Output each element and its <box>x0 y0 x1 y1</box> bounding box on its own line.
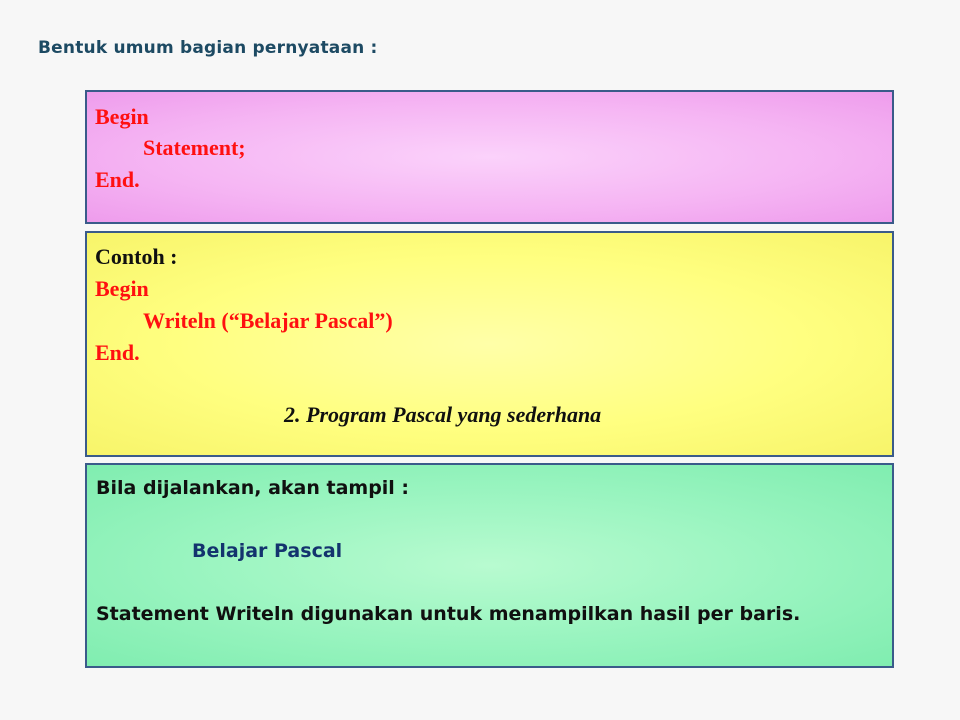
example-label: Contoh : <box>95 244 178 269</box>
example-caption: 2. Program Pascal yang sederhana <box>284 402 602 427</box>
output-intro: Bila dijalankan, akan tampil : <box>96 477 410 499</box>
example-box <box>85 231 894 457</box>
page-heading: Bentuk umum bagian pernyataan : <box>38 38 378 58</box>
example-end: End. <box>95 340 140 365</box>
output-box <box>85 463 894 668</box>
syntax-box <box>85 90 894 224</box>
syntax-begin: Begin <box>95 104 149 129</box>
example-begin: Begin <box>95 276 149 301</box>
output-result: Belajar Pascal <box>192 540 343 562</box>
syntax-end: End. <box>95 167 140 192</box>
example-writeln: Writeln (“Belajar Pascal”) <box>143 308 393 333</box>
output-explanation: Statement Writeln digunakan untuk menampilkan hasil per baris. <box>96 603 801 625</box>
syntax-statement: Statement; <box>143 135 246 160</box>
